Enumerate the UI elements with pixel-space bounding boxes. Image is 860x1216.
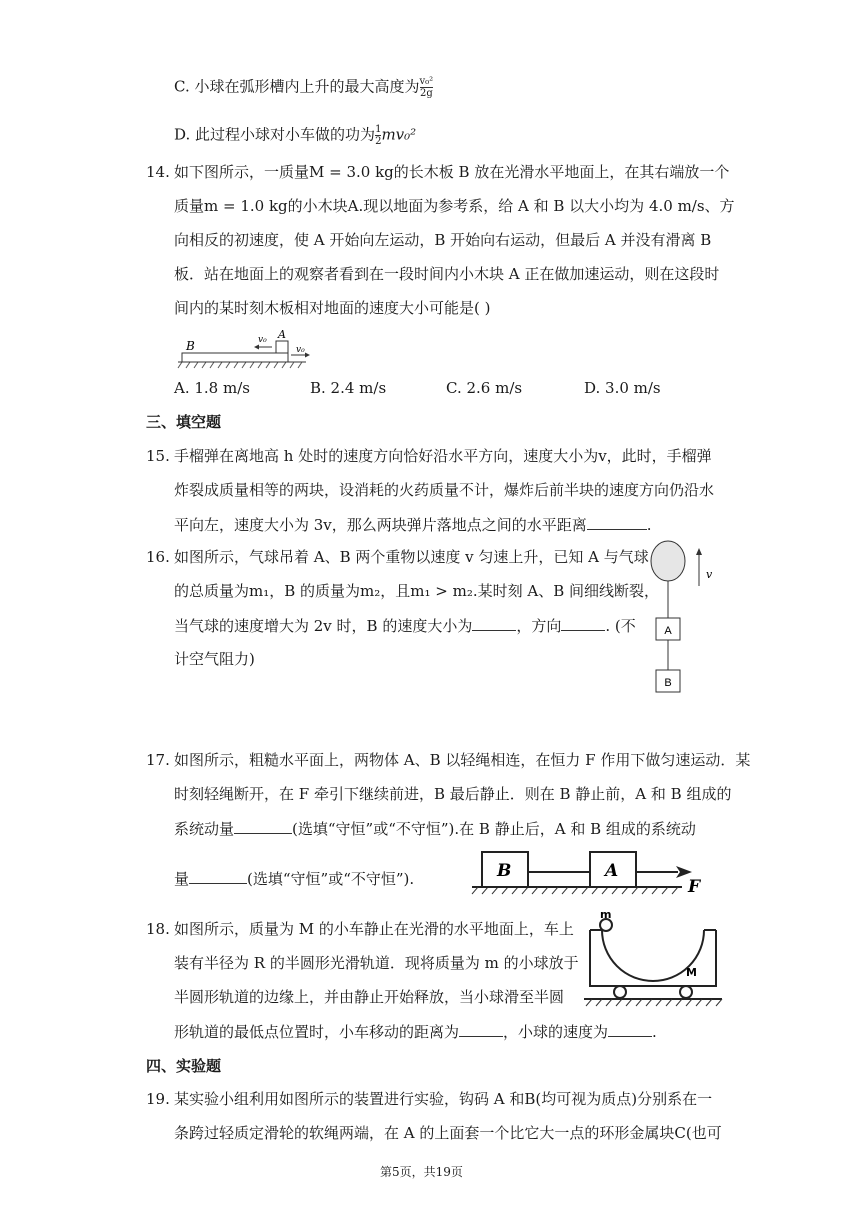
q14-option-a: A. 1.8 m/s xyxy=(174,379,250,397)
q14-line-3: 向相反的初速度，使 A 开始向左运动，B 开始向右运动，但最后 A 并没有滑离 B xyxy=(174,231,712,249)
height-fraction: $\frac{\text{v₀²}}{2g}$ xyxy=(419,76,434,99)
answer-blank[interactable] xyxy=(472,615,516,631)
block-b-label: B xyxy=(497,861,512,881)
answer-blank[interactable] xyxy=(234,818,292,834)
weight-a-label: A xyxy=(664,625,672,637)
q16-number: 16. xyxy=(146,548,170,566)
section-experiment: 四、实验题 xyxy=(146,1057,222,1075)
wheel-left xyxy=(614,986,626,998)
q17-line-2: 时刻轻绳断开，在 F 牵引下继续前进，B 最后静止．则在 B 静止前，A 和 B 组成的 xyxy=(174,785,732,803)
q17-line-3: 系统动量 (选填“守恒”或“不守恒”).在 B 静止后，A 和 B 组成的系统动 xyxy=(174,820,696,838)
ball-mass-label: m xyxy=(600,908,612,921)
v0-left-label: v₀ xyxy=(258,335,267,345)
q16-line-4: 计空气阻力) xyxy=(174,650,255,668)
work-fraction: $\frac{1}{2}$ xyxy=(375,124,382,147)
q14-line-2: 质量m = 1.0 kg的小木块A.现以地面为参考系，给 A 和 B 以大小均为 4.0 m/s、方 xyxy=(174,197,735,215)
q14-option-d: D. 3.0 m/s xyxy=(584,379,661,397)
q18-line-1: 如图所示，质量为 M 的小车静止在光滑的水平地面上，车上 xyxy=(174,920,574,938)
board-label: B xyxy=(186,339,195,353)
two-blocks-figure xyxy=(470,844,716,896)
cart-body xyxy=(590,930,716,986)
block-a-label: A xyxy=(605,861,619,881)
board-b xyxy=(182,353,288,362)
q18-number: 18. xyxy=(146,920,170,938)
q17-line-1: 如图所示，粗糙水平面上，两物体 A、B 以轻绳相连，在恒力 F 作用下做匀速运动．某 xyxy=(174,751,751,769)
balloon-figure xyxy=(640,538,720,698)
q14-line-1: 如下图所示，一质量M = 3.0 kg的长木板 B 放在光滑水平地面上，在其右端放一个 xyxy=(174,163,730,181)
q14-line-5: 间内的某时刻木板相对地面的速度大小可能是( ) xyxy=(174,299,491,317)
q19-number: 19. xyxy=(146,1090,170,1108)
q18-line-2: 装有半径为 R 的半圆形光滑轨道．现将质量为 m 的小球放于 xyxy=(174,954,579,972)
balloon xyxy=(651,541,685,581)
answer-blank[interactable] xyxy=(561,615,605,631)
cart-figure xyxy=(582,906,730,1018)
block-label: A xyxy=(278,328,286,341)
wheel-right xyxy=(680,986,692,998)
answer-blank[interactable] xyxy=(587,514,647,530)
block-a xyxy=(276,341,288,353)
v0-right-label: v₀ xyxy=(296,345,305,355)
section-fill-in: 三、填空题 xyxy=(146,413,222,431)
q13-option-c: C. 小球在弧形槽内上升的最大高度为 $\frac{\text{v₀²}}{2g}$ xyxy=(174,76,434,99)
q15-line-2: 炸裂成质量相等的两块，设消耗的火药质量不计，爆炸后前半块的速度方向仍沿水 xyxy=(174,481,715,499)
board-block-figure xyxy=(172,328,322,372)
q19-line-1: 某实验小组利用如图所示的装置进行实验，钩码 A 和B(均可视为质点)分别系在一 xyxy=(174,1090,713,1108)
q15-number: 15. xyxy=(146,447,170,465)
q16-line-3: 当气球的速度增大为 2v 时，B 的速度大小为 ，方向 . (不 xyxy=(174,617,636,635)
q14-option-c: C. 2.6 m/s xyxy=(446,379,523,397)
q15-line-3: 平向左，速度大小为 3v，那么两块弹片落地点之间的水平距离 . xyxy=(174,516,652,534)
q16-line-2: 的总质量为m₁，B 的质量为m₂，且m₁ > m₂.某时刻 A、B 间细线断裂， xyxy=(174,582,660,600)
q19-line-2: 条跨过轻质定滑轮的软绳两端，在 A 的上面套一个比它大一点的环形金属块C(也可 xyxy=(174,1124,722,1142)
q14-line-4: 板．站在地面上的观察者看到在一段时间内小木块 A 正在做加速运动，则在这段时 xyxy=(174,265,720,283)
q14-option-b: B. 2.4 m/s xyxy=(310,379,387,397)
page-footer: 第5页，共19页 xyxy=(380,1165,463,1179)
q18-line-3: 半圆形轨道的边缘上，并由静止开始释放，当小球滑至半圆 xyxy=(174,988,565,1006)
q18-line-4: 形轨道的最低点位置时，小车移动的距离为 ，小球的速度为 . xyxy=(174,1023,657,1041)
velocity-label: v xyxy=(706,568,713,581)
answer-blank[interactable] xyxy=(608,1021,652,1037)
weight-b-label: B xyxy=(664,677,672,689)
up-arrow-icon xyxy=(696,548,702,555)
answer-blank[interactable] xyxy=(459,1021,503,1037)
q17-line-4: 量 (选填“守恒”或“不守恒”). xyxy=(174,870,415,888)
q14-number: 14. xyxy=(146,163,170,181)
q13-option-d: D. 此过程小球对小车做的功为 $\frac{1}{2}$ mv₀² xyxy=(174,124,417,147)
q17-number: 17. xyxy=(146,751,170,769)
answer-blank[interactable] xyxy=(189,868,247,884)
force-label: F xyxy=(688,877,701,896)
cart-mass-label: M xyxy=(686,966,697,979)
q16-line-1: 如图所示，气球吊着 A、B 两个重物以速度 v 匀速上升，已知 A 与气球 xyxy=(174,548,649,566)
q15-line-1: 手榴弹在离地高 h 处时的速度方向恰好沿水平方向，速度大小为v，此时，手榴弹 xyxy=(174,447,712,465)
